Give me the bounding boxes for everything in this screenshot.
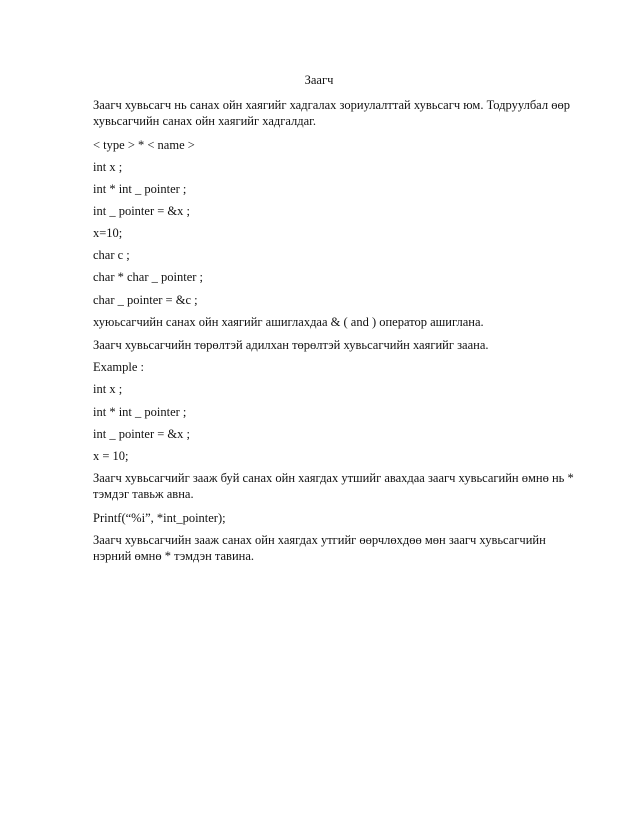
example-heading	[93, 359, 553, 375]
paragraph-operator	[93, 314, 553, 330]
paragraph-line: нэрний өмнө * тэмдэн тавина.	[93, 549, 255, 563]
paragraph-line: int _ pointer = &x ;	[93, 204, 190, 218]
code-line	[93, 269, 553, 285]
code-line	[93, 448, 553, 464]
paragraph-line: char _ pointer = &c ;	[93, 293, 198, 307]
paragraph-line: int _ pointer = &x ;	[93, 427, 190, 441]
paragraph-syntax	[93, 137, 553, 153]
code-line	[93, 510, 553, 526]
code-line	[93, 247, 553, 263]
code-line	[93, 426, 553, 442]
document-title: Заагч	[304, 73, 334, 87]
code-line	[93, 203, 553, 219]
code-line	[93, 404, 553, 420]
paragraph-modify	[93, 532, 553, 564]
code-line	[93, 225, 553, 241]
paragraph-line: Заагч хувьсагчийн зааж санах ойн хаягдах утгийг өөрчлөхдөө мөн заагч хувьсагчийн	[93, 533, 546, 547]
paragraph-line: Example :	[93, 360, 145, 374]
paragraph-dereference	[93, 470, 574, 502]
paragraph-line: char * char _ pointer ;	[93, 270, 204, 284]
code-line	[93, 159, 553, 175]
paragraph-line: char c ;	[93, 248, 130, 262]
paragraph-line: тэмдэг тавьж авна.	[93, 487, 194, 501]
paragraph-line: Заагч хувьсагчийг зааж буй санах ойн хаягдах утшийг авахдаа заагч хувьсагийн өмнө нь *	[93, 471, 574, 485]
paragraph-line: Printf(“%i”, *int_pointer);	[93, 511, 226, 525]
paragraph-line: int x ;	[93, 382, 123, 396]
paragraph-type	[93, 337, 553, 353]
paragraph-definition	[93, 97, 570, 129]
code-line	[93, 181, 553, 197]
paragraph-line: Заагч хувьсагчийн төрөлтэй адилхан төрөлтэй хувьсагчийн хаягийг заана.	[93, 338, 489, 352]
code-line	[93, 292, 553, 308]
paragraph-line: x=10;	[93, 226, 123, 240]
paragraph-line: хувьсагчийн санах ойн хаягийг хадгалдаг.	[93, 114, 317, 128]
paragraph-line: хуюьсагчийн санах ойн хаягийг ашиглахдаа & ( and ) оператор ашиглана.	[93, 315, 484, 329]
paragraph-line: int * int _ pointer ;	[93, 405, 187, 419]
paragraph-line: x = 10;	[93, 449, 129, 463]
paragraph-line: Заагч хувьсагч нь санах ойн хаягийг хадгалах зориулалттай хувьсагч юм. Тодруулбал өөр	[93, 98, 570, 112]
code-line	[93, 381, 553, 397]
paragraph-line: int * int _ pointer ;	[93, 182, 187, 196]
paragraph-line: < type > * < name >	[93, 138, 195, 152]
paragraph-line: int x ;	[93, 160, 123, 174]
